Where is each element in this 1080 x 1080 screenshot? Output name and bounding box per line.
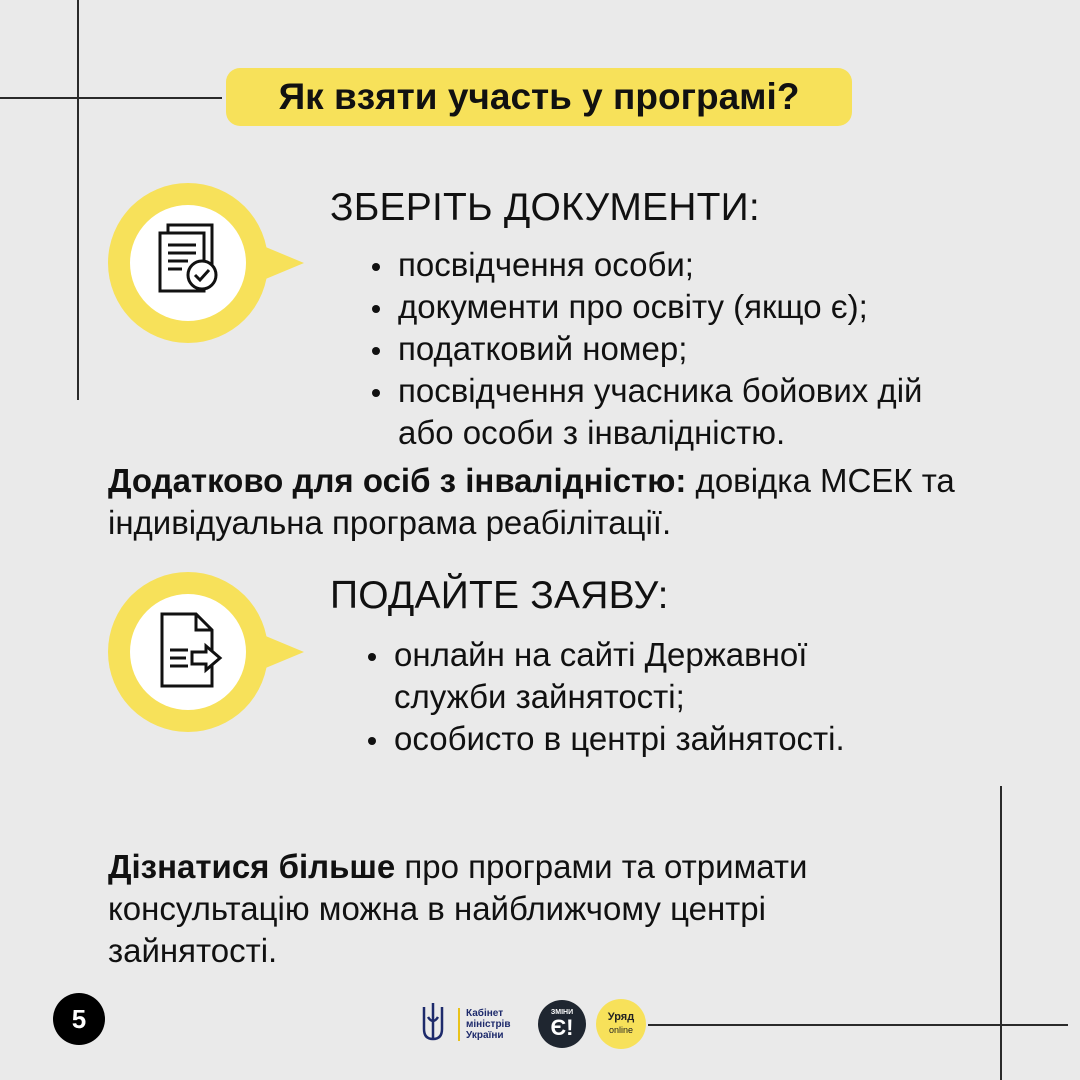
- page-title: Як взяти участь у програмі?: [226, 68, 852, 126]
- documents-check-icon: [152, 221, 224, 306]
- additional-note-text: довідка МСЕК та індивідуальна програма реабілітації.: [108, 462, 955, 541]
- documents-bubble: [108, 183, 268, 343]
- page-number: 5: [53, 993, 105, 1045]
- list-item: документи про освіту (якщо є);: [370, 286, 970, 328]
- more-info-text: про програми та отримати консультацію можна в найближчому центрі зайнятості.: [108, 848, 808, 969]
- list-item: особисто в центрі зайнятості.: [366, 718, 906, 760]
- frame-line-bottom-horizontal: [648, 1024, 1068, 1026]
- footer-logos: [418, 994, 646, 1054]
- document-send-icon: [152, 610, 224, 695]
- trident-icon: [418, 999, 448, 1050]
- more-info: [108, 846, 928, 972]
- additional-note-bold: Додатково для осіб з інвалідністю:: [108, 462, 687, 499]
- zmini-big-text: Є!: [550, 1015, 574, 1040]
- list-item: посвідчення учасника бойових дій або особи з інвалідністю.: [370, 370, 958, 454]
- list-item: податковий номер;: [370, 328, 970, 370]
- application-list: [366, 634, 906, 760]
- application-bubble: [108, 572, 268, 732]
- frame-line-left-vertical: [77, 0, 79, 400]
- frame-line-top-horizontal: [0, 97, 222, 99]
- section1-heading: ЗБЕРІТЬ ДОКУМЕНТИ:: [330, 186, 760, 229]
- cabinet-logo-text: Кабінет міністрів України: [458, 1008, 528, 1041]
- zmini-logo: [538, 1000, 586, 1048]
- list-item: посвідчення особи;: [370, 244, 970, 286]
- documents-list: [370, 244, 970, 454]
- uryad-text: Уряд: [607, 1011, 635, 1023]
- frame-line-right-vertical: [1000, 786, 1002, 1080]
- additional-note: [108, 460, 988, 544]
- list-item: онлайн на сайті Державної служби зайнятості;: [366, 634, 874, 718]
- section2-heading: ПОДАЙТЕ ЗАЯВУ:: [330, 574, 669, 617]
- uryad-online-logo: [596, 999, 646, 1049]
- uryad-sub-text: online: [608, 1025, 634, 1035]
- more-info-bold: Дізнатися більше: [108, 848, 396, 885]
- zmini-small-text: ЗМІНИ: [550, 1009, 574, 1016]
